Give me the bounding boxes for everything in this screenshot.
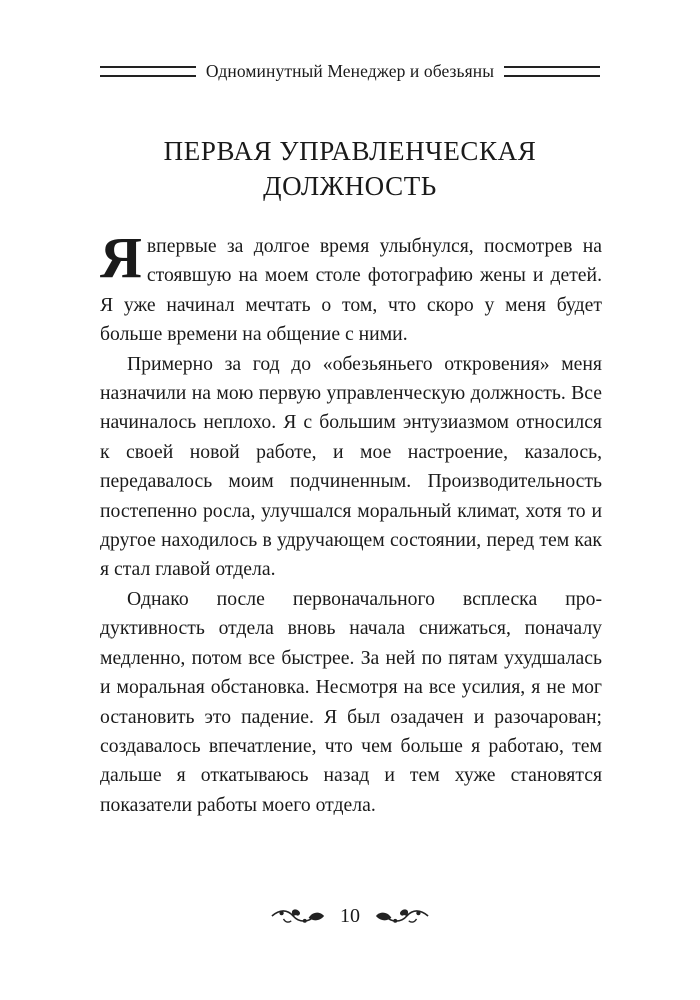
paragraph-3: Однако после первоначального всплеска продуктивность отдела вновь начала снижаться, поначалу медленно, потом все быстрее. За ней по пятам ухудшалась и моральная обстановка. Несмотря на все усилия, я не мог остановить это падение. Я был озадачен и разочарован; создавалось впечатление, что чем больше я работаю, тем дальше я откатываюсь назад и тем хуже становятся показатели работы моего отдела. [100,587,602,816]
paragraph-2: Примерно за год до «обезьяньего откровения» меня назначили на мою первую управленческую должность. Все начиналось неплохо. Я с большим энтузиазмом относился к своей новой работе, и мое настроение, казалось, передавалось моим подчиненным. Производительность постепенно росла, улучшался моральный климат, хотя то и другое находилось в удручающем состоянии, перед тем как я стал главой отдела. [100,352,602,581]
paragraph-1-text: впервые за долгое время улыбнулся, посмотрев на стоявшую на моем столе фотографию жены и детей. Я уже начинал мечтать о том, что скоро у меня будет больше времени на общение с ними. [100,235,602,346]
running-head [100,56,600,86]
running-title: Одноминутный Менеджер и обезьяны [205,60,495,81]
chapter-title [100,134,600,204]
chapter-title-line2: ДОЛЖНОСТЬ [263,171,437,201]
page-number: 10 [340,904,360,927]
paragraph-1 [100,225,602,350]
header-rule-right [504,66,600,77]
floral-ornament-icon [374,905,430,927]
floral-ornament-icon [270,905,326,927]
drop-cap: Я [100,225,142,290]
chapter-title-line1: ПЕРВАЯ УПРАВЛЕНЧЕСКАЯ [163,136,537,166]
page-footer [270,896,430,936]
header-rule-left [100,66,196,77]
body-text [100,225,602,820]
